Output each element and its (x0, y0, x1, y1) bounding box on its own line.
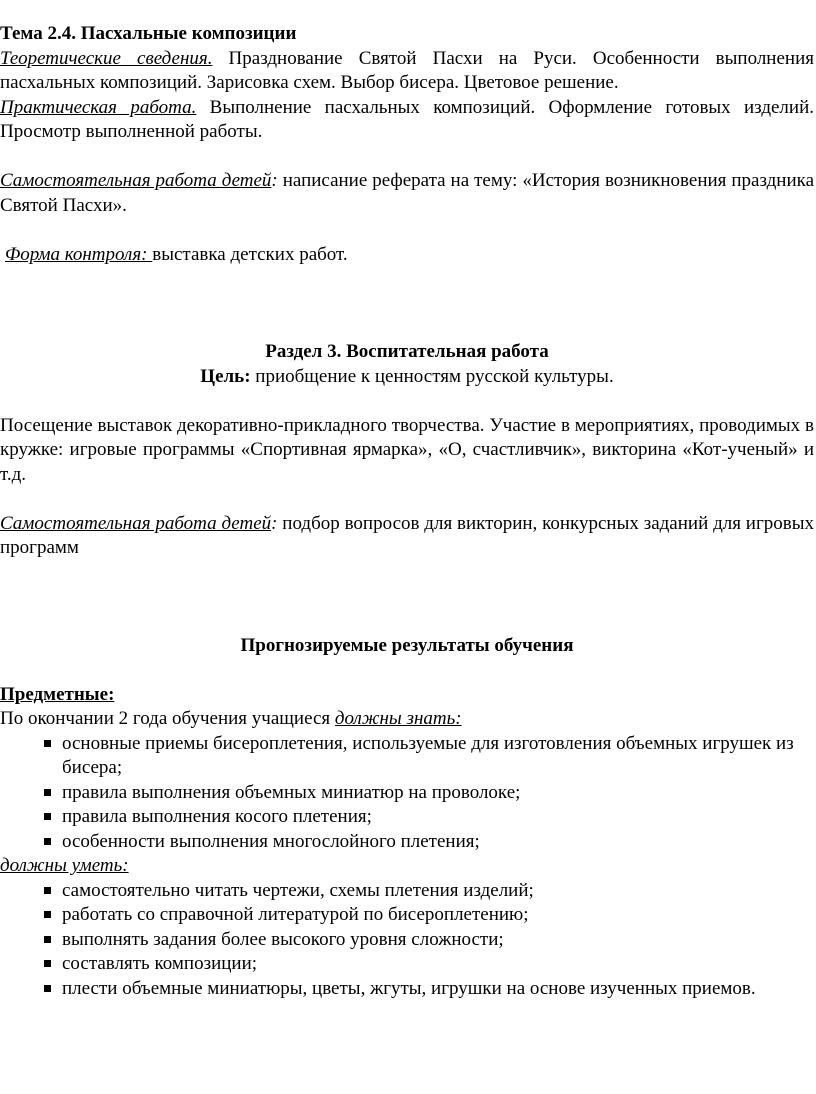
can-label: должны уметь: (0, 855, 129, 876)
list-item: правила выполнения объемных миниатюр на проволоке; (0, 781, 814, 806)
list-item: плести объемные миниатюры, цветы, жгуты, игрушки на основе изученных приемов. (0, 977, 814, 1002)
theory-paragraph (0, 47, 814, 96)
selfwork-colon: : (271, 170, 278, 191)
know-intro (0, 707, 814, 732)
practice-paragraph (0, 96, 814, 145)
list-item: составлять композиции; (0, 952, 814, 977)
list-item: выполнять задания более высокого уровня сложности; (0, 928, 814, 953)
theory-text: Празднование Святой Пасхи на Руси. Особенности выполнения пасхальных композиций. Зарисовка схем. Выбор бисера. Цветовое решение. (0, 47, 814, 93)
goal-paragraph (0, 365, 814, 390)
theory-label: Теоретические сведения. (0, 47, 213, 69)
selfwork-label: Самостоятельная работа детей (0, 170, 272, 191)
selfwork-paragraph (0, 169, 814, 218)
list-item: особенности выполнения многослойного плетения; (0, 830, 814, 855)
goal-text: приобщение к ценностям русской культуры. (250, 365, 614, 387)
control-text: выставка детских работ. (152, 243, 348, 265)
document-page (0, 22, 814, 1001)
list-item: самостоятельно читать чертежи, схемы плетения изделий; (0, 879, 814, 904)
know-intro-text: По окончании 2 года обучения учащиеся (0, 708, 335, 729)
know-list (0, 732, 814, 855)
section3-title: Раздел 3. Воспитательная работа (265, 341, 549, 362)
list-item: основные приемы бисероплетения, используемые для изготовления объемных игрушек из бисера; (0, 732, 814, 781)
list-item: правила выполнения косого плетения; (0, 805, 814, 830)
practice-text: Выполнение пасхальных композиций. Оформление готовых изделий. Просмотр выполненной работы. (0, 96, 814, 142)
practice-label: Практическая работа. (0, 96, 197, 118)
know-label: должны знать: (334, 708, 462, 729)
can-list (0, 879, 814, 1002)
goal-label: Цель: (200, 365, 251, 387)
subject-label: Предметные: (0, 683, 115, 705)
control-label: Форма контроля: (5, 243, 153, 265)
section3-selfwork-label: Самостоятельная работа детей (0, 512, 272, 534)
section3-body: Посещение выставок декоративно-прикладного творчества. Участие в мероприятиях, проводимых в кружке: игровые программы «Спортивная ярмарка», «О, счастливчик», викторина «Кот-ученый» и т.д. (0, 414, 814, 485)
list-item: работать со справочной литературой по бисероплетению; (0, 903, 814, 928)
control-paragraph (0, 243, 814, 268)
topic-title: Тема 2.4. Пасхальные композиции (0, 23, 297, 44)
section3-selfwork-text: подбор вопросов для викторин, конкурсных заданий для игровых программ (0, 512, 814, 558)
selfwork-text: написание реферата на тему: «История возникновения праздника Святой Пасхи». (0, 170, 814, 216)
section3-selfwork-colon: : (271, 512, 278, 534)
section3-selfwork-paragraph (0, 512, 814, 561)
results-title: Прогнозируемые результаты обучения (240, 634, 574, 656)
